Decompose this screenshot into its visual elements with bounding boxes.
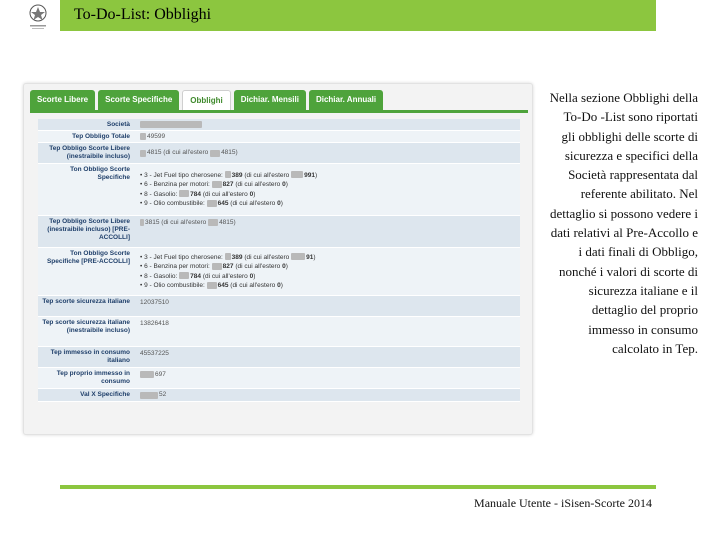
row-label: Tep Obbligo Scorte Libere (inestraibile incluso) <box>49 145 130 160</box>
row-value <box>134 164 520 215</box>
redacted-value <box>140 150 146 157</box>
row-value <box>134 389 520 401</box>
redacted-value <box>208 219 218 226</box>
obblighi-table <box>38 119 520 402</box>
redacted-value <box>140 371 154 378</box>
row-label: Tep immesso in consumo italiano <box>50 349 130 364</box>
emblem-icon <box>22 2 54 32</box>
row-value: 45537225 <box>140 350 169 357</box>
redacted-value <box>140 219 144 226</box>
table-row <box>38 296 520 317</box>
row-label: Tep Obbligo Totale <box>72 133 130 140</box>
close-paren: ) <box>235 149 238 156</box>
table-row <box>38 389 520 402</box>
tab-scorte-libere[interactable]: Scorte Libere <box>30 90 95 110</box>
redacted-value <box>140 121 202 128</box>
table-row <box>38 347 520 368</box>
list-item: • 8 - Gasolio: 784 (di cui all'estero 0) <box>140 190 317 200</box>
value-text: 697 <box>155 371 166 378</box>
row-value <box>134 368 520 388</box>
product-list <box>140 253 316 291</box>
row-label: Ton Obbligo Scorte Specifiche <box>70 166 130 181</box>
row-value <box>134 216 520 247</box>
estero-text: (di cui all'estero <box>163 149 209 156</box>
footer-text: Manuale Utente - iSisen-Scorte 2014 <box>474 496 652 510</box>
tab-underline <box>30 110 528 113</box>
row-label: Tep Obbligo Scorte Libere (inestraibile incluso) [PRE-ACCOLLI] <box>47 218 130 241</box>
redacted-value <box>140 133 146 140</box>
table-row <box>38 368 520 389</box>
value-text: 49599 <box>147 132 166 140</box>
title-bar <box>60 0 656 31</box>
description-text: Nella sezione Obblighi della To-Do -List sono riportati gli obblighi delle scorte di sicurezza e specifici della Società rappresentata dal referente abilitato. Nel dettaglio si possono vedere i dati relativi al Pre-Accollo e i dati finali di Obbligo, nonché i valori di scorte di sicurezza italiane e il dettaglio del proprio immesso in consumo calcolato in Tep. <box>549 90 698 356</box>
list-item: • 3 - Jet Fuel tipo cherosene: 389 (di cui all'estero 991) <box>140 171 317 181</box>
tab-dichiar-annuali[interactable]: Dichiar. Annuali <box>309 90 383 110</box>
row-value <box>134 119 520 130</box>
row-label: Ton Obbligo Scorte Specifiche [PRE-ACCOLLI] <box>46 250 130 265</box>
list-item: • 6 - Benzina per motori: 827 (di cui all'estero 0) <box>140 262 316 272</box>
row-label: Val X Specifiche <box>80 391 130 398</box>
tab-bar <box>30 90 383 110</box>
table-row <box>38 164 520 216</box>
estero-value: 4815 <box>221 149 236 156</box>
tab-obblighi[interactable]: Obblighi <box>182 90 230 110</box>
table-row <box>38 216 520 248</box>
table-row <box>38 143 520 164</box>
list-item: • 9 - Olio combustibile: 645 (di cui all'estero 0) <box>140 199 317 209</box>
table-row <box>38 119 520 131</box>
estero-value: 4815 <box>219 219 234 226</box>
tab-scorte-specifiche[interactable]: Scorte Specifiche <box>98 90 179 110</box>
row-label: Tep scorte sicurezza italiane (inestraibile incluso) <box>42 319 130 334</box>
page-title: To-Do-List: Obblighi <box>74 6 212 23</box>
row-value <box>134 248 520 295</box>
row-label: Società <box>106 121 130 128</box>
tab-dichiar-mensili[interactable]: Dichiar. Mensili <box>234 90 306 110</box>
close-paren: ) <box>233 219 236 226</box>
list-item: • 3 - Jet Fuel tipo cherosene: 389 (di cui all'estero 91) <box>140 253 316 263</box>
obblighi-panel <box>23 83 533 435</box>
list-item: • 8 - Gasolio: 784 (di cui all'estero 0) <box>140 272 316 282</box>
value-text: 4815 <box>147 149 162 156</box>
table-row <box>38 248 520 296</box>
redacted-value <box>210 150 220 157</box>
row-value <box>134 131 520 142</box>
row-value: 13826418 <box>140 320 169 327</box>
list-item: • 9 - Olio combustibile: 645 (di cui all'estero 0) <box>140 281 316 291</box>
row-label: Tep proprio immesso in consumo <box>56 370 130 385</box>
list-item: • 6 - Benzina per motori: 827 (di cui all'estero 0) <box>140 180 317 190</box>
value-text: 3815 <box>145 219 160 226</box>
estero-text: (di cui all'estero <box>161 219 207 226</box>
table-row <box>38 317 520 347</box>
value-text: 52 <box>159 391 167 398</box>
row-label: Tep scorte sicurezza italiane <box>42 298 130 305</box>
product-list <box>140 171 317 209</box>
redacted-value <box>140 392 158 399</box>
footer-divider <box>60 485 656 489</box>
table-row <box>38 131 520 143</box>
row-value <box>134 143 520 163</box>
row-value: 12037510 <box>140 299 169 306</box>
